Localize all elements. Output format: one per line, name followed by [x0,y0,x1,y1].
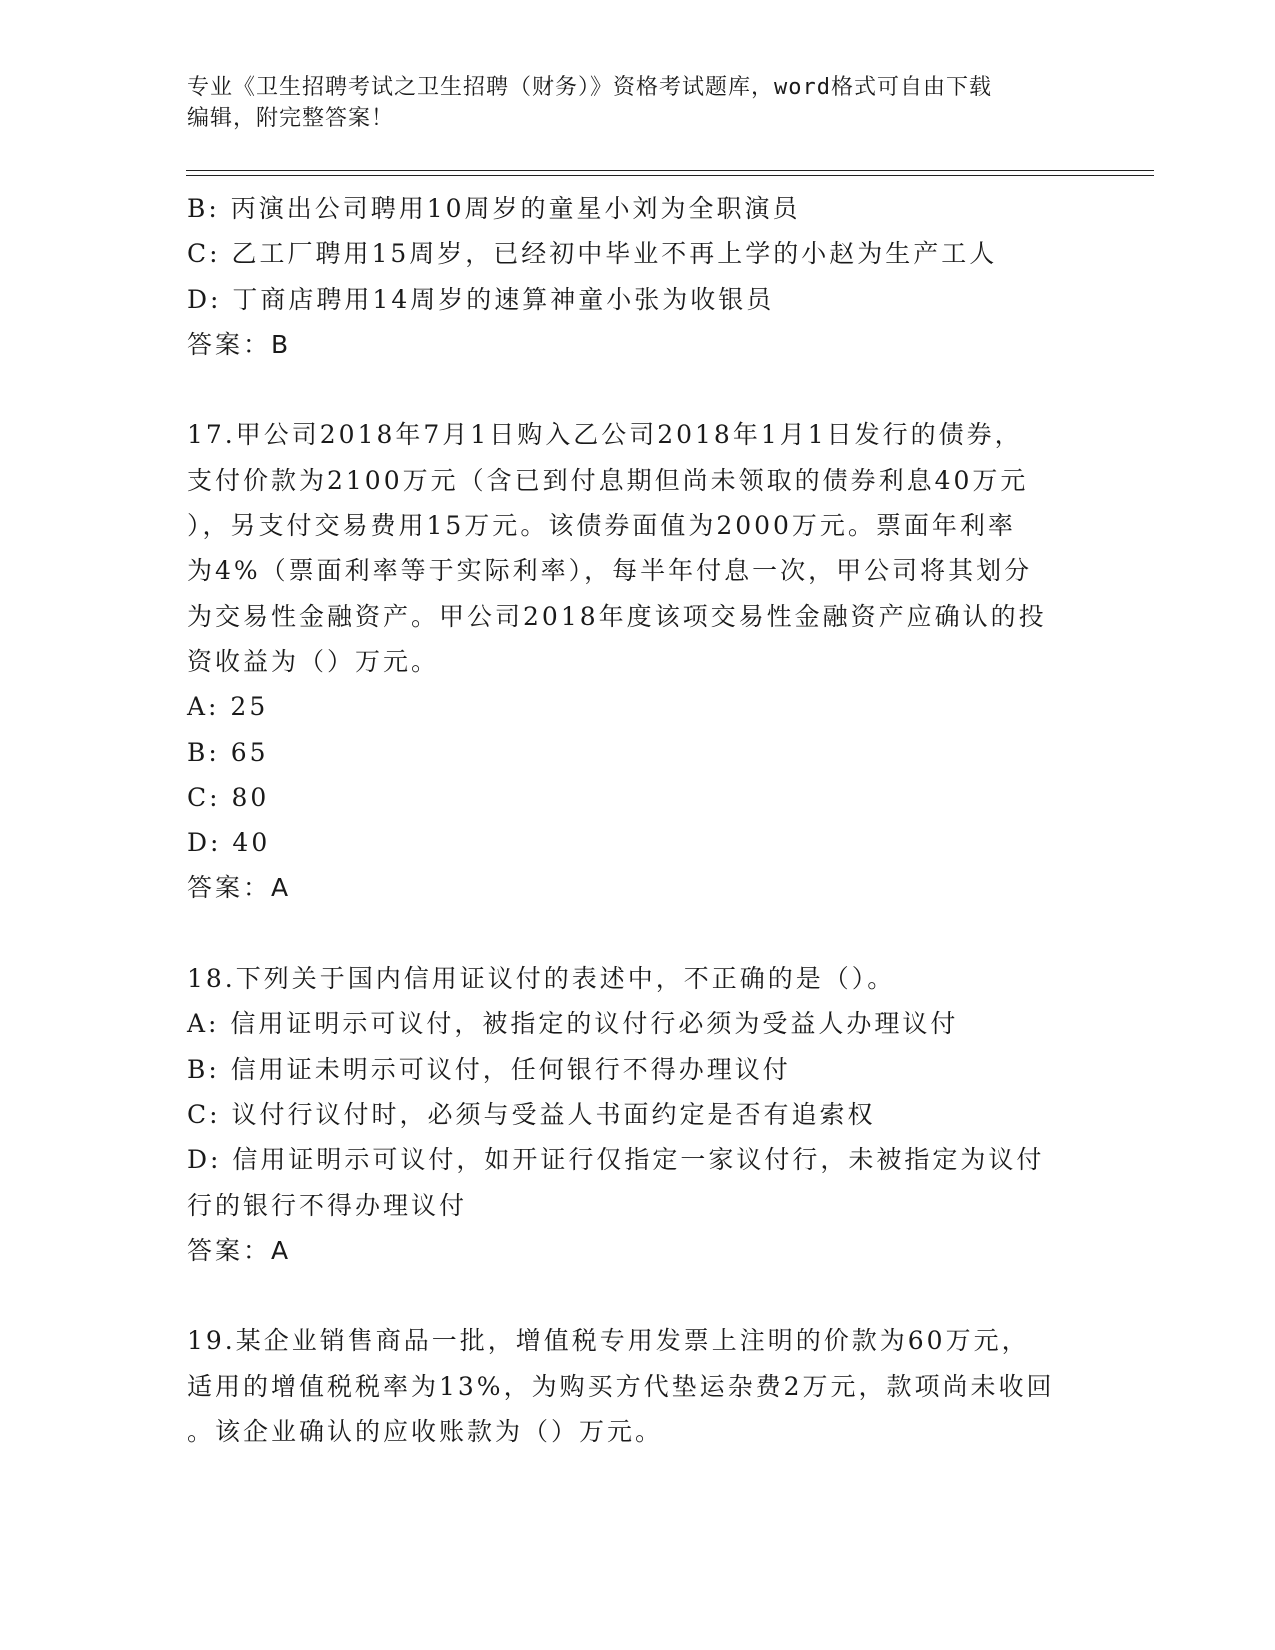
document-header [187,72,1087,134]
option-d-continuation: 行的银行不得办理议付 [187,1190,468,1220]
question-stem-line: 支付价款为2100万元（含已到付息期但尚未领取的债券利息40万元 [187,465,1029,495]
answer-label: 答案：B [187,329,292,359]
option-a: A: 25 [187,692,269,722]
question-stem-line: 。该企业确认的应收账款为（）万元。 [187,1417,664,1447]
header-subtitle-line: 编辑，附完整答案！ [187,106,395,131]
option-b: B: 丙演出公司聘用10周岁的童星小刘为全职演员 [187,194,801,223]
option-d: D: 信用证明示可议付，如开证行仅指定一家议付行，未被指定为议付 [187,1145,1045,1175]
answer-label: 答案：A [187,873,292,903]
question-stem-line: 19.某企业销售商品一批，增值税专用发票上注明的价款为60万元， [187,1326,1030,1356]
question-spacer [187,367,1087,412]
question-spacer [187,1273,1087,1318]
question-18 [187,956,1087,1273]
question-stem-line: 资收益为（）万元。 [187,646,440,676]
question-16 [187,186,1087,367]
header-title-line: 专业《卫生招聘考试之卫生招聘（财务）》资格考试题库，word格式可自由下载 [187,75,992,100]
option-c: C: 80 [187,782,270,812]
header-rule-bottom [186,175,1154,176]
option-b: B: 信用证未明示可议付，任何银行不得办理议付 [187,1054,791,1084]
answer-label: 答案：A [187,1235,292,1265]
option-d: D: 40 [187,828,271,858]
question-19 [187,1318,1087,1454]
question-17 [187,412,1087,910]
header-rule-top [186,170,1154,171]
option-b: B: 65 [187,737,269,767]
question-stem-line: 适用的增值税税率为13%，为购买方代垫运杂费2万元，款项尚未收回 [187,1371,1055,1401]
question-stem-line: 17.甲公司2018年7月1日购入乙公司2018年1月1日发行的债券， [187,420,1023,450]
option-c: C: 议付行议付时，必须与受益人书面约定是否有追索权 [187,1099,876,1129]
question-list [187,186,1087,1454]
option-d: D: 丁商店聘用14周岁的速算神童小张为收银员 [187,284,775,314]
option-c: C: 乙工厂聘用15周岁，已经初中毕业不再上学的小赵为生产工人 [187,239,998,269]
option-a: A: 信用证明示可议付，被指定的议付行必须为受益人办理议付 [187,1009,959,1039]
question-stem-line: 为交易性金融资产。甲公司2018年度该项交易性金融资产应确认的投 [187,601,1047,631]
question-stem-line: 18.下列关于国内信用证议付的表述中，不正确的是（）。 [187,964,896,994]
question-stem-line: 为4%（票面利率等于实际利率），每半年付息一次，甲公司将其划分 [187,556,1033,586]
question-stem-line: ），另支付交易费用15万元。该债券面值为2000万元。票面年利率 [187,511,1016,541]
question-spacer [187,911,1087,956]
